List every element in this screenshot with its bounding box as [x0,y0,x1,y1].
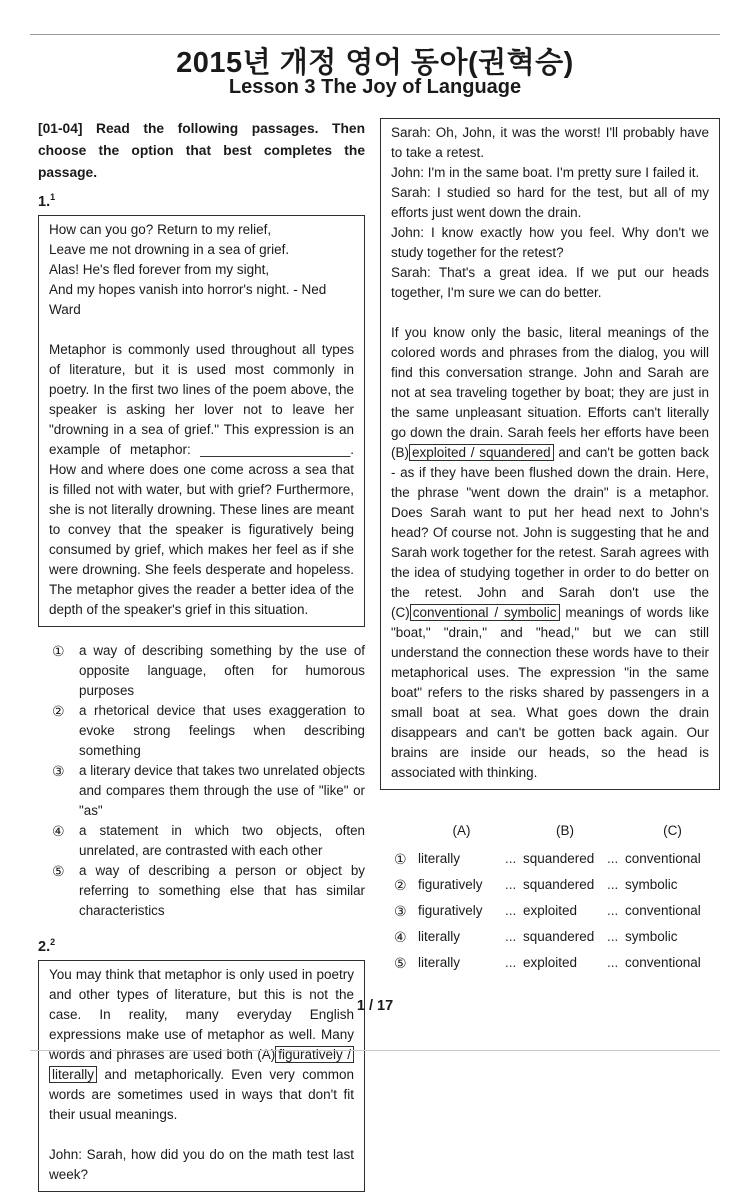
explanation-text [391,323,709,783]
choice-marker: ② [52,702,65,719]
ellipsis-separator: ... [505,903,517,918]
question-2-passage-text [49,965,354,1125]
ellipsis-separator: ... [505,877,517,892]
choice-a-boxed-options: figuratively / literally [49,1046,354,1083]
answer-a-value: literally [418,929,461,944]
answer-b-value: squandered [523,929,595,944]
question-2-passage-box [38,960,365,1192]
dialog-line: Sarah: Oh, John, it was the worst! I'll probably have to take a retest. [391,125,709,160]
answer-b-value: squandered [523,877,595,892]
ellipsis-separator: ... [607,877,619,892]
question-2-number [38,937,365,955]
choice-marker: ③ [52,762,65,779]
choice-text: a rhetorical device that uses exaggeration to evoke strong feelings when describing something [79,702,365,758]
right-column [380,118,720,976]
choice-marker: ⑤ [52,862,65,879]
top-rule [30,34,720,35]
choice-b-label: (B) [391,445,409,460]
question-1-passage-text: Metaphor is commonly used throughout all types of literature, but it is used most commonly in poetry. In the first two lines of the poem above, the speaker is asking her lover not to leave her "drowning in a sea of grief." This expression is an example of metaphor: ____________________. How and where does one come across a sea that is filled not with water, but with grief? Furthermore, she is not literally drowning. These lines are meant to convey that the speaker is figuratively being consumed by grief, which makes her feel as if she were drowning. She feels desperate and hopeless. The metaphor gives the reader a better idea of the depth of the speaker's grief in this situation. [49,341,354,617]
choice-c-label: (C) [391,605,410,620]
spacer [391,303,709,323]
answer-b-value: squandered [523,851,595,866]
choice-item [38,861,365,921]
dialog-line: John: I'm in the same boat. I'm pretty sure I failed it. [391,165,700,180]
choice-item [38,641,365,701]
ellipsis-separator: ... [607,903,619,918]
passage-segment: If you know only the basic, literal meanings of the colored words and phrases from the dialog, you will find this conversation strange. John and Sarah are not at sea traveling together by boat; they are just in the same unpleasant situation. Efforts can't literally go down the drain. Sarah feels her efforts have been [391,325,709,440]
left-column [38,118,365,1192]
answer-b-value: exploited [523,903,578,918]
instructions: [01-04] Read the following passages. Then choose the option that best completes the passage. [38,121,365,180]
choice-b-boxed-options: exploited / squandered [409,444,554,461]
doc-subtitle: Lesson 3 The Joy of Language [228,76,522,98]
dialog-line: John: I know exactly how you feel. Why don't we study together for the retest? [391,225,709,260]
spacer [49,1125,354,1145]
question-1-superscript: 1 [50,192,56,202]
two-column-layout [38,118,720,1192]
question-1-number-text: 1. [38,193,51,210]
choice-text: a literary device that takes two unrelated objects and compares them through the use of "like" or "as" [79,762,365,818]
ellipsis-separator: ... [505,851,517,866]
answer-a-value: literally [418,851,461,866]
poem-line: Leave me not drowning in a sea of grief. [49,241,290,257]
answer-c-value: conventional [625,903,701,918]
doc-title: 2015년 개정 영어 동아(권혁승) [176,47,574,79]
question-1-number [38,192,365,210]
choice-item [38,701,365,761]
dialog-line: Sarah: I studied so hard for the test, but all of my efforts just went down the drain. [391,185,709,220]
choice-text: a way of describing a person or object by referring to something else that has similar characteristics [79,862,365,918]
answer-c-value: conventional [625,851,701,866]
answer-a-value: figuratively [418,877,483,892]
answer-row-marker: ④ [394,929,407,945]
spacer [49,320,354,340]
poem-line: Alas! He's fled forever from my sight, [49,261,270,277]
poem-line: And my hopes vanish into horror's night. - Ned Ward [49,281,327,317]
choice-text: a statement in which two objects, often unrelated, are contrasted with each other [79,822,365,858]
choice-marker: ① [52,642,65,659]
passage-segment: and can't be gotten back - as if they have been flushed down the drain. Here, the phrase "went down the drain" is a metaphor. Does Sarah want to put her head next to John's head? Of course not. John is suggesting that he and Sarah work together for the retest. Sarah agrees with the idea of studying together in order to do better on the retest. John and Sarah don't use the [391,445,709,600]
poem-line: How can you go? Return to my relief, [49,221,272,237]
choice-item [38,761,365,821]
choice-marker: ④ [52,822,65,839]
passage-segment: meanings of words like "boat," "drain," and "head," but we can still understand the connection these words have to their metaphorical uses. The expression "in the same boat" refers to the risks shared by passengers in a small boat at sea. What goes down the drain disappears and can't be gotten back again. Our brains are inside our heads, so the head is associated with thinking. [391,605,709,780]
column-header-a: (A) [452,823,471,838]
passage-segment: You may think that metaphor is only used in poetry and other types of literature, but this is not the case. In reality, many everyday English expressions make use of metaphor as well. Many words and phrases are used both [49,966,354,1062]
answer-b-value: exploited [523,955,578,970]
ellipsis-separator: ... [607,851,619,866]
question-1-choices [38,641,365,921]
ellipsis-separator: ... [607,929,619,944]
dialog-john-question: John: Sarah, how did you do on the math test last week? [49,1146,354,1182]
answer-row-marker: ② [394,877,407,893]
answer-row-marker: ① [394,851,407,867]
dialog-passage-box [380,118,720,790]
passage-segment: and metaphorically. Even very common words are sometimes used in ways that don't fit their usual meanings. [49,1066,354,1122]
answer-a-value: literally [418,955,461,970]
ellipsis-separator: ... [505,955,517,970]
choice-item [38,821,365,861]
column-header-b: (B) [556,823,574,838]
answer-c-value: conventional [625,955,701,970]
question-2-superscript: 2 [50,936,56,947]
answer-a-value: figuratively [418,903,483,918]
column-header-c: (C) [663,823,682,838]
choice-c-boxed-options: conventional / symbolic [410,604,560,621]
bottom-rule [30,1050,720,1051]
question-2-number-text: 2. [38,938,51,955]
ellipsis-separator: ... [505,929,517,944]
answer-options-table [380,816,720,976]
answer-row-marker: ⑤ [394,955,407,971]
answer-row-marker: ③ [394,903,407,919]
choice-a-label: (A) [257,1046,276,1062]
ellipsis-separator: ... [607,955,619,970]
answer-c-value: symbolic [625,877,678,892]
page-number: 1 / 17 [356,998,394,1014]
choice-text: a way of describing something by the use of opposite language, often for humorous purposes [79,642,365,698]
question-1-passage-box [38,215,365,627]
dialog-line: Sarah: That's a great idea. If we put our heads together, I'm sure we can do better. [391,265,709,300]
answer-c-value: symbolic [625,929,678,944]
